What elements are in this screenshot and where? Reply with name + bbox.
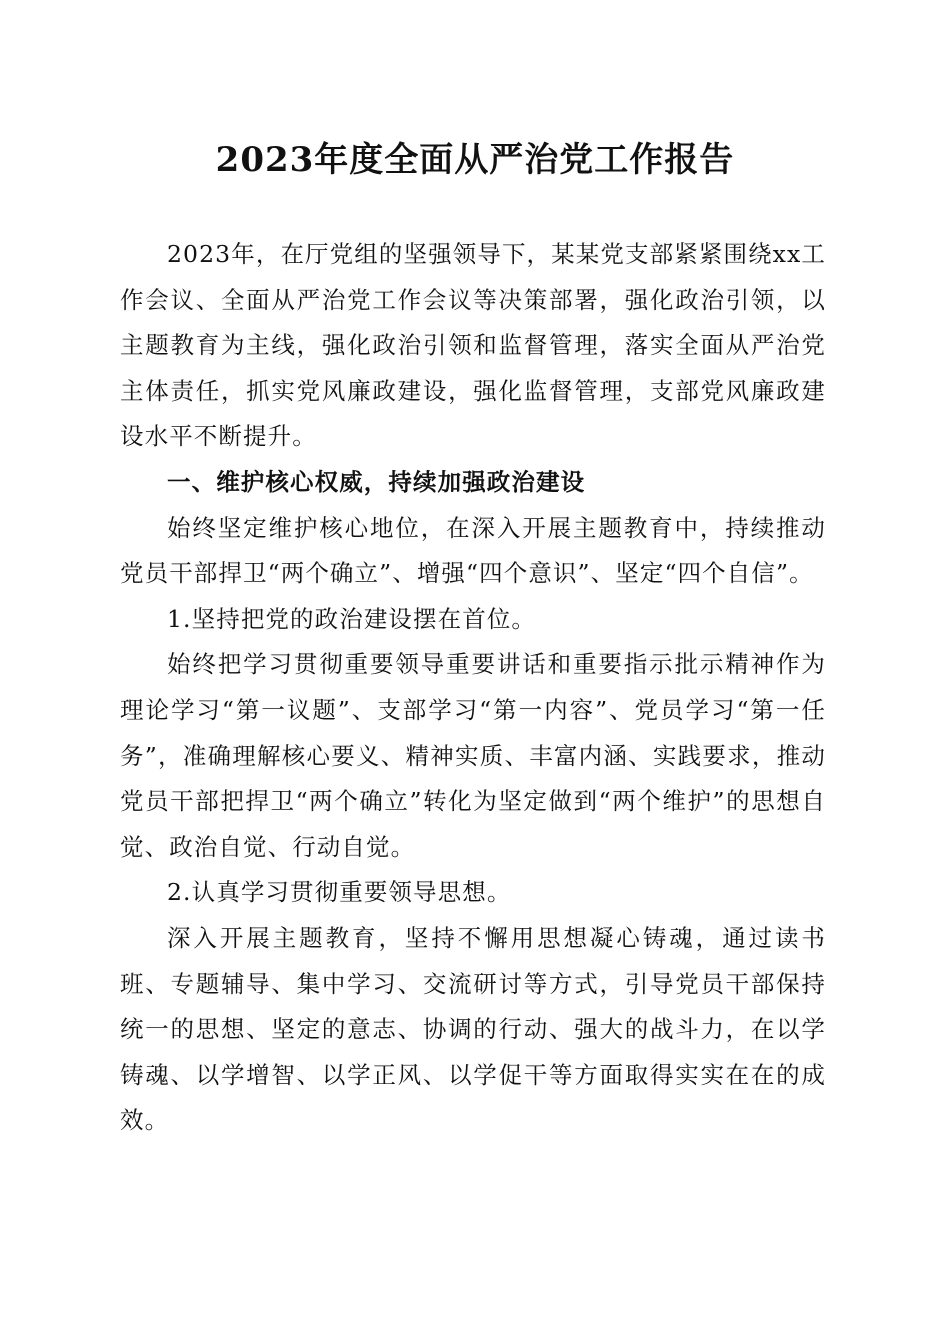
subsection-2-paragraph: 深入开展主题教育，坚持不懈用思想凝心铸魂，通过读书班、专题辅导、集中学习、交流研讨等方式，引导党员干部保持统一的思想、坚定的意志、协调的行动、强大的战斗力，在以学铸魂、以学增智、以学正风、以学促干等方面取得实实在在的成效。 — [120, 923, 826, 1135]
intro-paragraph: 2023年，在厅党组的坚强领导下，某某党支部紧紧围绕xx工作会议、全面从严治党工作会议等决策部署，强化政治引领，以主题教育为主线，强化政治引领和监督管理，落实全面从严治党主体责任，抓实党风廉政建设，强化监督管理，支部党风廉政建设水平不断提升。 — [120, 240, 826, 451]
document-title: 2023年度全面从严治党工作报告 — [215, 140, 735, 180]
document-body — [120, 232, 826, 1144]
subsection-1-paragraph: 始终把学习贯彻重要领导重要讲话和重要指示批示精神作为理论学习“第一议题”、支部学习“第一内容”、党员学习“第一任务”，准确理解核心要义、精神实质、丰富内涵、实践要求，推动党员干部把捍卫“两个确立”转化为坚定做到“两个维护”的思想自觉、政治自觉、行动自觉。 — [120, 650, 826, 861]
subheading-1: 1.坚持把党的政治建设摆在首位。 — [167, 604, 537, 633]
subheading-2: 2.认真学习贯彻重要领导思想。 — [167, 878, 512, 907]
section-heading-1: 一、维护核心权威，持续加强政治建设 — [167, 467, 586, 496]
section-1-paragraph: 始终坚定维护核心地位，在深入开展主题教育中，持续推动党员干部捍卫“两个确立”、增强“四个意识”、坚定“四个自信”。 — [120, 513, 826, 588]
